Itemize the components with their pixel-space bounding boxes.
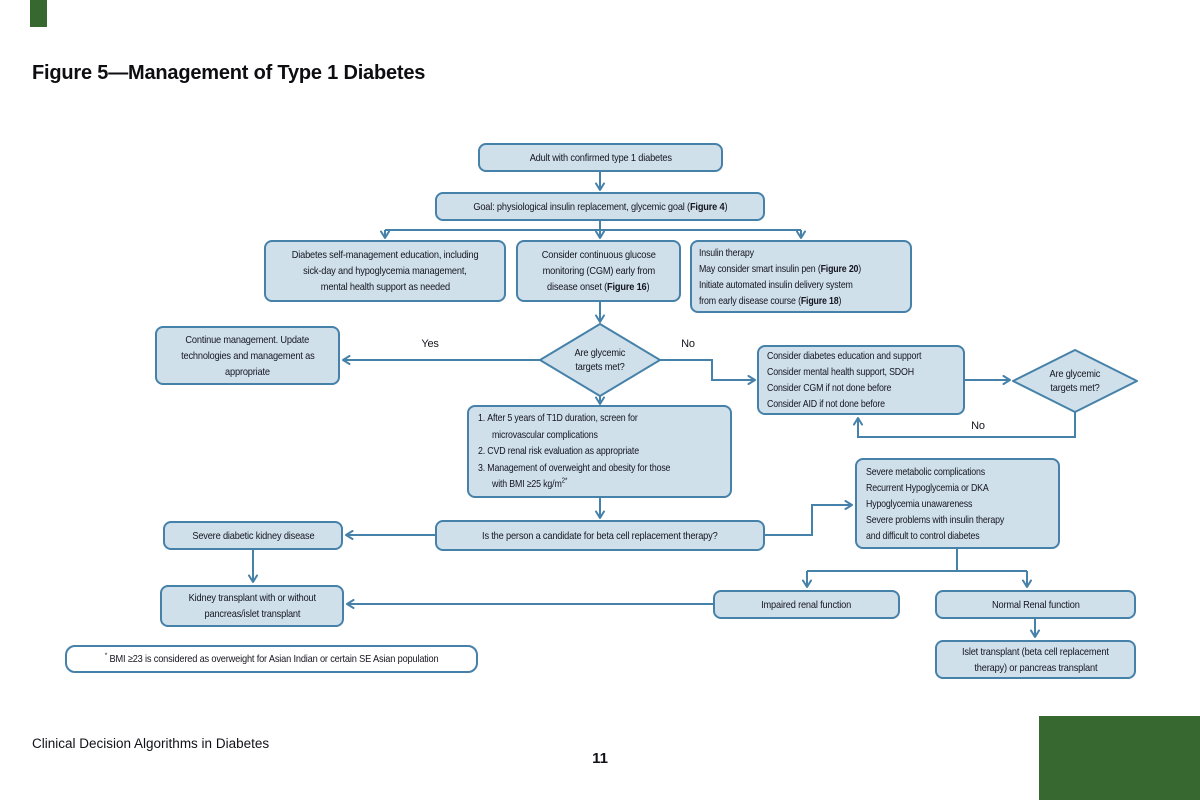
- text-line: Consider diabetes education and support: [767, 350, 922, 362]
- text-line: and difficult to control diabetes: [866, 529, 980, 542]
- bmi-text: with BMI ≥25 kg/m: [492, 478, 562, 491]
- accent-block: [1039, 716, 1200, 800]
- footnote-asterisk: *: [104, 650, 108, 660]
- text-line: Are glycemic: [574, 347, 626, 359]
- text-line: [547, 279, 649, 295]
- footer-title: Clinical Decision Algorithms in Diabetes: [32, 736, 270, 751]
- insulin-text2-end: ): [838, 294, 842, 307]
- edge-label-no-2: No: [971, 420, 985, 432]
- text-line: Severe diabetic kidney disease: [191, 529, 315, 542]
- edge-label-no-1: No: [681, 338, 695, 350]
- footnote-box: [65, 645, 478, 673]
- text-line: [473, 199, 727, 215]
- node-severe-dkd: [163, 521, 343, 550]
- text-line: microvascular complications: [492, 428, 598, 441]
- text-line: Diabetes self-management education, including: [291, 249, 479, 261]
- goal-text-end: ): [724, 200, 728, 213]
- text-line: Normal Renal function: [991, 598, 1080, 611]
- page-title: Figure 5—Management of Type 1 Diabetes: [32, 62, 426, 84]
- figure-20-ref: Figure 20: [820, 262, 859, 275]
- text-line: Continue management. Update: [185, 333, 310, 346]
- insulin-text2: from early disease course (: [699, 294, 801, 307]
- decision-glycemic-targets-1: [545, 336, 655, 384]
- text-line: [492, 476, 567, 493]
- text-line: [699, 293, 841, 309]
- text-line: 2. CVD renal risk evaluation as appropriate: [478, 445, 639, 458]
- text-line: Severe problems with insulin therapy: [866, 513, 1005, 526]
- node-beta-cell-question: [435, 520, 765, 551]
- text-line: Kidney transplant with or without: [188, 592, 316, 604]
- node-kidney-transplant: [160, 585, 344, 627]
- figure-18-ref: Figure 18: [800, 294, 839, 307]
- text-line: Consider AID if not done before: [767, 398, 885, 410]
- node-consider-education-support: [757, 345, 965, 415]
- cgm-text-end: ): [646, 281, 650, 293]
- node-cgm-early: [516, 240, 681, 302]
- text-line: Islet transplant (beta cell replacement: [962, 645, 1109, 658]
- text-line: Consider mental health support, SDOH: [767, 366, 914, 378]
- node-islet-transplant: [935, 640, 1136, 679]
- text-line: Consider CGM if not done before: [767, 382, 892, 394]
- text-line: 1. After 5 years of T1D duration, screen for: [478, 412, 638, 425]
- node-normal-renal: [935, 590, 1136, 619]
- text-line: technologies and management as: [180, 349, 315, 362]
- text-line: pancreas/islet transplant: [204, 608, 300, 620]
- text-line: Are glycemic: [1049, 368, 1101, 380]
- figure-16-ref: Figure 16: [607, 281, 647, 293]
- node-self-management-education: [264, 240, 506, 302]
- goal-text: Goal: physiological insulin replacement, glycemic goal (: [472, 200, 690, 213]
- node-impaired-renal: [713, 590, 900, 619]
- text-line: therapy) or pancreas transplant: [974, 661, 1097, 674]
- text-line: targets met?: [1050, 382, 1100, 394]
- text-line: Hypoglycemia unawareness: [866, 497, 973, 510]
- text-line: [105, 651, 439, 667]
- text-line: sick-day and hypoglycemia management,: [303, 265, 467, 277]
- node-goal-insulin-replacement: [435, 192, 765, 221]
- node-severe-complications: [855, 458, 1060, 549]
- node-screening-list: [467, 405, 732, 498]
- text-line: monitoring (CGM) early from: [542, 265, 655, 277]
- edge-label-yes: Yes: [421, 338, 439, 350]
- text-line: Recurrent Hypoglycemia or DKA: [866, 481, 989, 494]
- text-line: 3. Management of overweight and obesity for those: [478, 461, 671, 474]
- figure-4-ref: Figure 4: [689, 200, 725, 213]
- insulin-text: May consider smart insulin pen (: [699, 262, 821, 275]
- text-line: targets met?: [575, 361, 625, 373]
- insulin-text-end: ): [858, 262, 862, 275]
- node-insulin-therapy: [690, 240, 912, 313]
- bmi-superscript: 2*: [561, 475, 568, 485]
- text-line: [699, 261, 861, 277]
- text-line: mental health support as needed: [320, 281, 450, 293]
- decision-glycemic-targets-2: [1015, 357, 1135, 405]
- text-line: Severe metabolic complications: [866, 465, 985, 478]
- cgm-text: disease onset (: [547, 281, 608, 293]
- node-continue-management: [155, 326, 340, 385]
- footnote-text: BMI ≥23 is considered as overweight for Asian Indian or certain SE Asian population: [107, 653, 439, 665]
- node-adult-confirmed-t1d: [478, 143, 723, 172]
- text-line: Insulin therapy: [699, 246, 754, 259]
- text-line: Adult with confirmed type 1 diabetes: [529, 151, 672, 164]
- text-line: Consider continuous glucose: [541, 249, 656, 261]
- page-number: 11: [592, 750, 608, 767]
- text-line: Is the person a candidate for beta cell replacement therapy?: [482, 529, 718, 542]
- text-line: Impaired renal function: [761, 598, 852, 611]
- text-line: Initiate automated insulin delivery system: [699, 278, 853, 291]
- text-line: appropriate: [225, 365, 270, 378]
